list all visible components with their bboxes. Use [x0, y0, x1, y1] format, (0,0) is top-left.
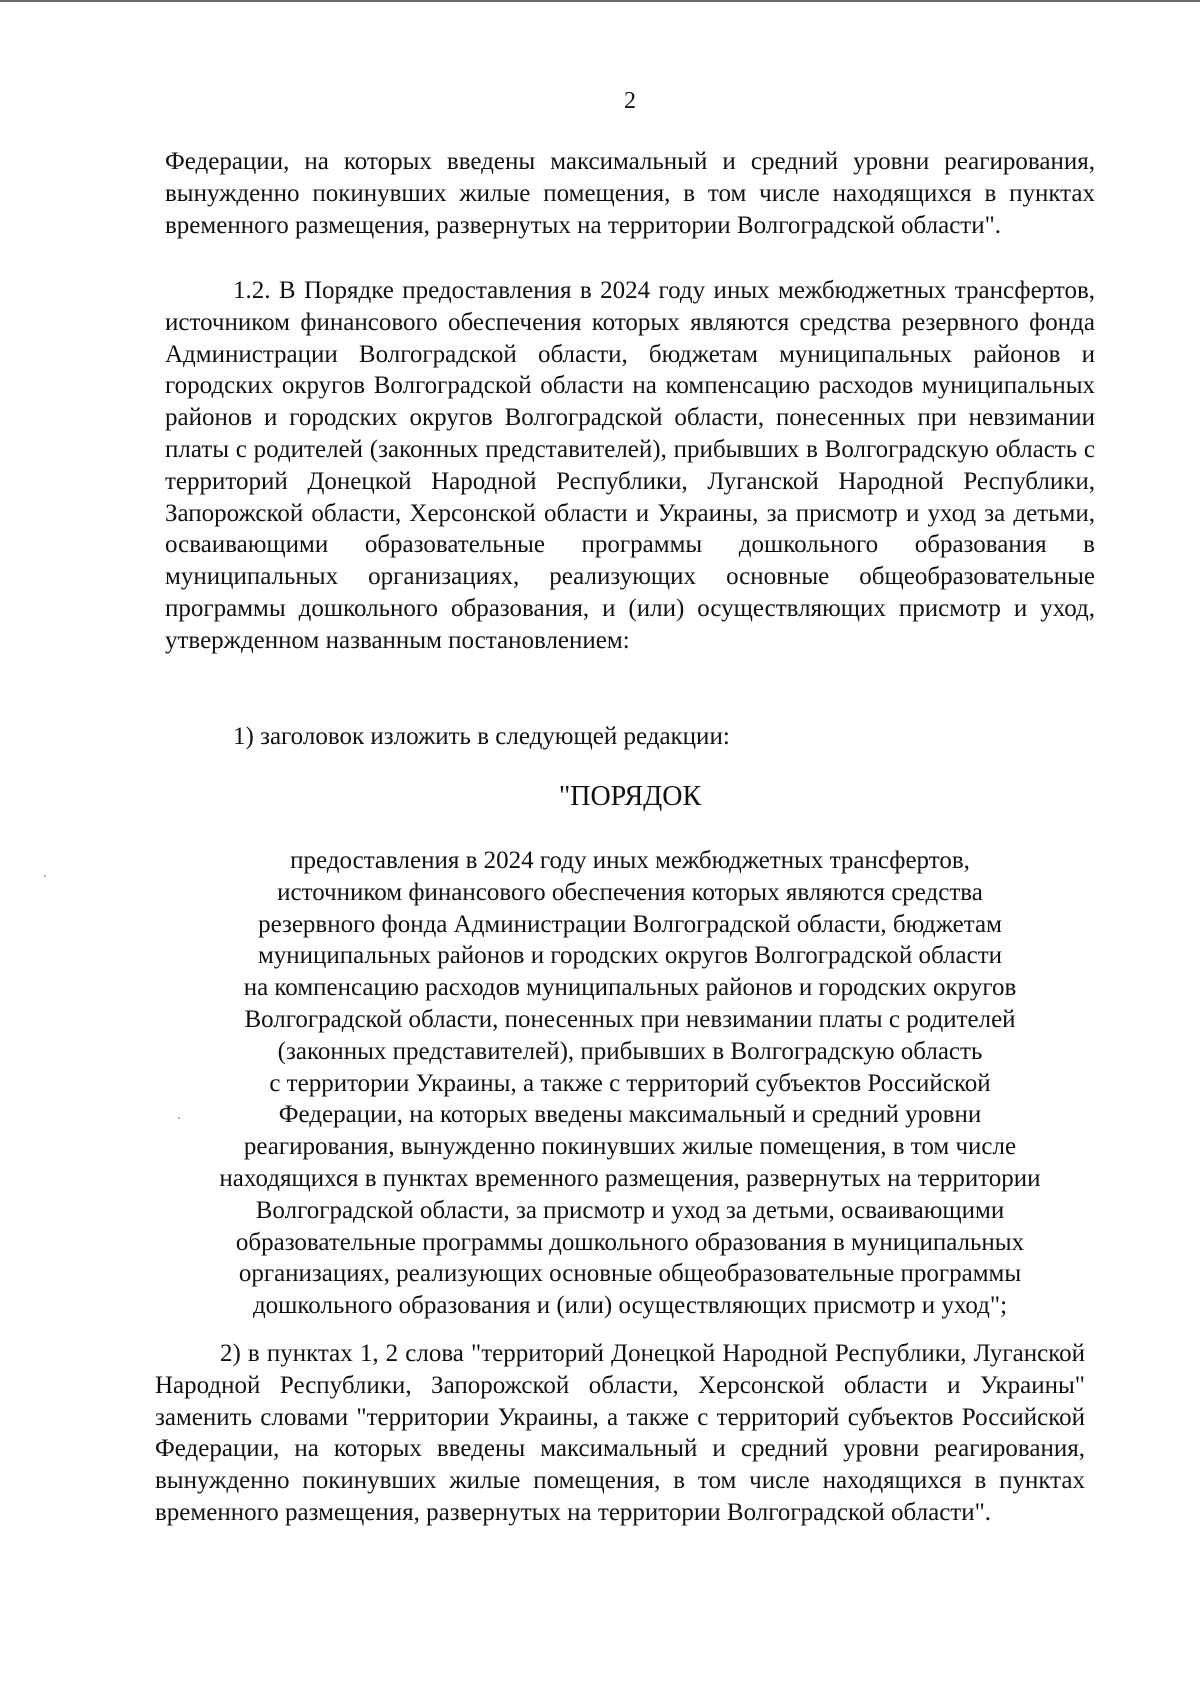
- subheading-line: Волгоградской области, за присмотр и уход за детьми, осваивающими: [255, 1196, 1005, 1224]
- subheading-line: с территории Украины, а также с территорий субъектов Российской: [269, 1069, 991, 1097]
- scan-speck: [44, 875, 46, 877]
- subheading-line: Федерации, на которых введены максимальный и средний уровни: [278, 1101, 982, 1129]
- order-heading: "ПОРЯДОК: [558, 781, 702, 812]
- subheading-line: реагирования, вынужденно покинувших жилые помещения, в том числе: [243, 1133, 1017, 1161]
- subheading-line: дошкольного образования и (или) осуществляющих присмотр и уход";: [252, 1292, 1008, 1320]
- subheading-line: (законных представителей), прибывших в Волгоградскую область: [277, 1037, 983, 1065]
- order-subheading: [165, 845, 1095, 1322]
- paragraph-continuation: Федерации, на которых введены максимальный и средний уровни реагирования, вынужденно покинувших жилые помещения, в том числе находящихся в пунктах временного размещения, развернутых на территории Волгоградской области".: [165, 148, 1095, 239]
- subheading-line: резервного фонда Администрации Волгоградской области, бюджетам: [258, 910, 1002, 938]
- scan-speck: [178, 1117, 180, 1119]
- subheading-line: Волгоградской области, понесенных при невзимании платы с родителей: [244, 1005, 1016, 1033]
- subheading-line: образовательные программы дошкольного образования в муниципальных: [235, 1228, 1025, 1256]
- subheading-line: источником финансового обеспечения которых являются средства: [277, 878, 983, 906]
- paragraph-item-1: 1) заголовок изложить в следующей редакции:: [233, 723, 730, 750]
- paragraph-item-2: 2) в пунктах 1, 2 слова "территорий Донецкой Народной Республики, Луганской Народной Республики, Запорожской области, Херсонской области и Украины" заменить словами "территории Украины, а также с территорий субъектов Российской Федерации, на которых введены максимальный и средний уровни реагирования, вынужденно покинувших жилые помещения, в том числе находящихся в пунктах временного размещения, развернутых на территории Волгоградской области".: [155, 1340, 1085, 1526]
- subheading-line: организациях, реализующих основные общеобразовательные программы: [238, 1260, 1022, 1288]
- subheading-line: на компенсацию расходов муниципальных районов и городских округов: [243, 974, 1017, 1002]
- subheading-line: муниципальных районов и городских округов Волгоградской области: [257, 942, 1003, 970]
- paragraph-1-2: 1.2. В Порядке предоставления в 2024 году иных межбюджетных трансфертов, источником финансового обеспечения которых являются средства резервного фонда Администрации Волгоградской области, бюджетам муниципальных районов и городских округов Волгоградской области на компенсацию расходов муниципальных районов и городских округов Волгоградской области, понесенных при невзимании платы с родителей (законных представителей), прибывших в Волгоградскую область с территорий Донецкой Народной Республики, Луганской Народной Республики, Запорожской области, Херсонской области и Украины, за присмотр и уход за детьми, осваивающими образовательные программы дошкольного образования в муниципальных организациях, реализующих основные общеобразовательные программы дошкольного образования, и (или) осуществляющих присмотр и уход, утвержденном названным постановлением:: [165, 277, 1095, 654]
- subheading-line: предоставления в 2024 году иных межбюджетных трансфертов,: [290, 847, 970, 874]
- page-top-edge: [0, 0, 1200, 2]
- page-number: 2: [624, 88, 636, 114]
- subheading-line: находящихся в пунктах временного размещения, развернутых на территории: [219, 1164, 1041, 1192]
